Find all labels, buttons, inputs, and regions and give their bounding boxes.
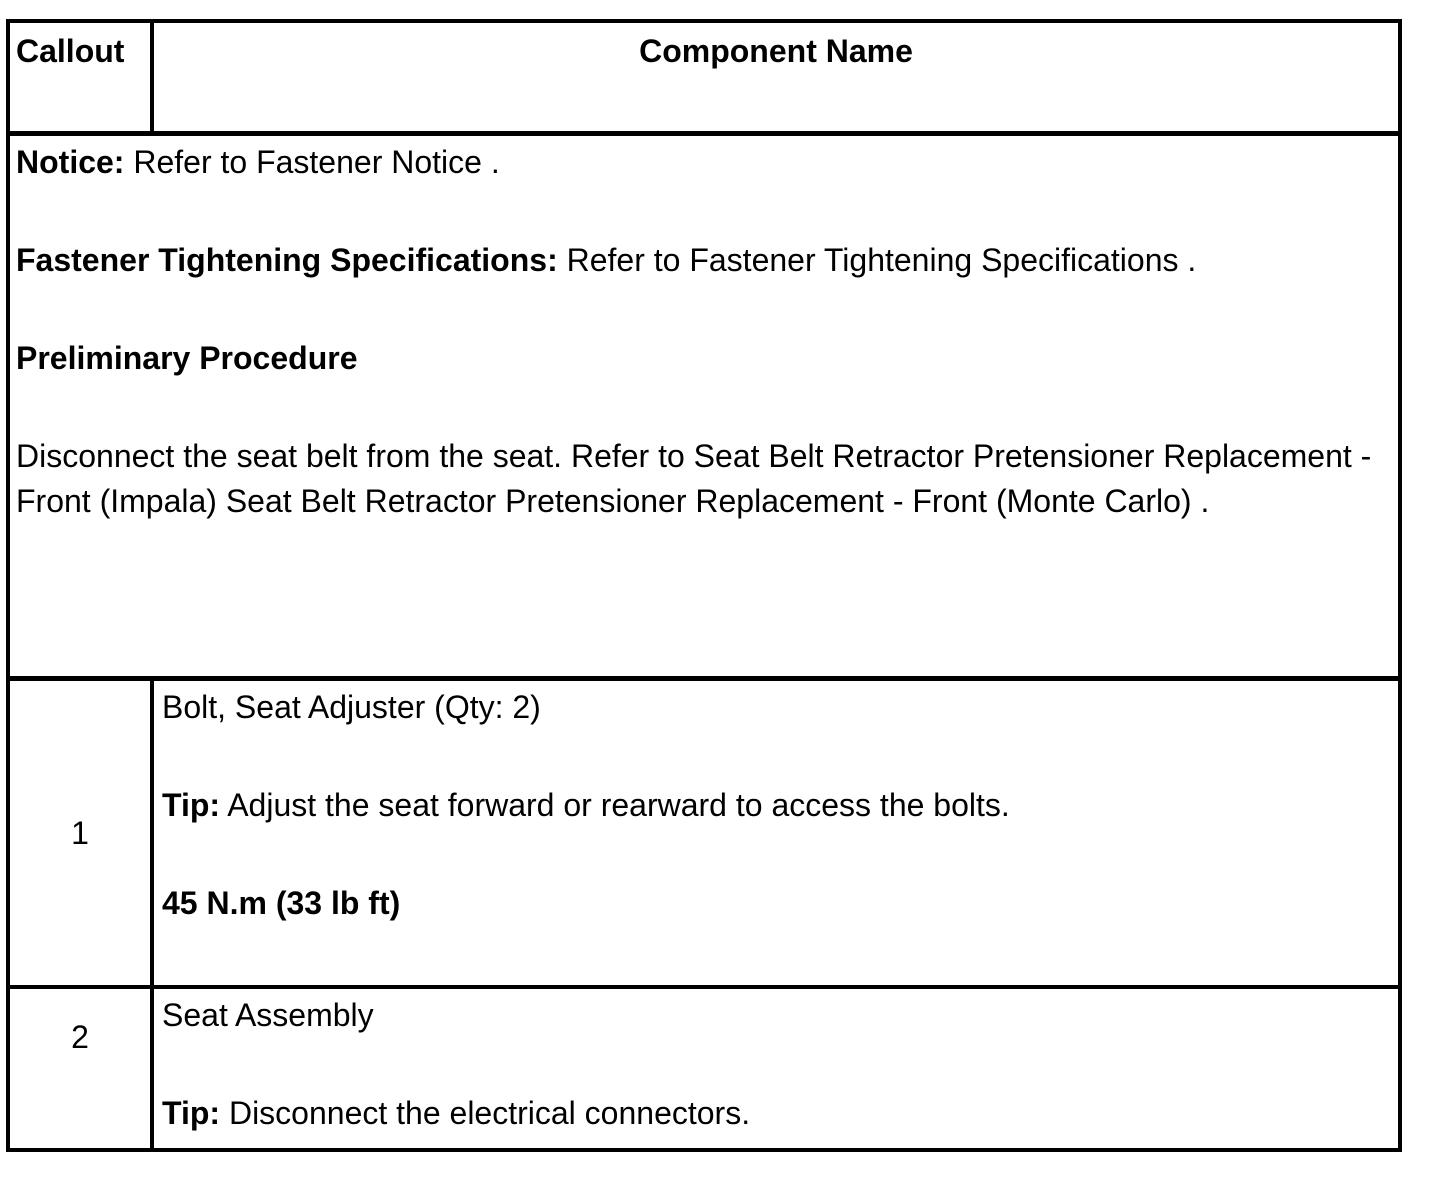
tip-paragraph (162, 783, 1388, 828)
component-table (6, 19, 1402, 1152)
tip-paragraph (162, 1091, 1388, 1136)
notice-block (10, 136, 1398, 681)
tip-text: Disconnect the electrical connectors. (220, 1095, 751, 1131)
fastener-spec-text: Refer to Fastener Tightening Specifications . (557, 242, 1197, 278)
fastener-spec-paragraph (16, 238, 1388, 283)
component-name: Seat Assembly (162, 997, 374, 1033)
component-name-column-header: Component Name (154, 23, 1398, 136)
notice-text: Refer to Fastener Notice . (124, 144, 500, 180)
preliminary-procedure-heading: Preliminary Procedure (16, 340, 358, 376)
component-description (154, 681, 1398, 989)
callout-number: 1 (10, 681, 154, 989)
notice-label: Notice: (16, 144, 125, 180)
tip-label: Tip: (162, 787, 221, 823)
fastener-spec-label: Fastener Tightening Specifications: (16, 242, 558, 278)
component-description (154, 989, 1398, 1148)
notice-paragraph (16, 140, 1388, 185)
component-name: Bolt, Seat Adjuster (Qty: 2) (162, 689, 541, 725)
callout-column-header: Callout (10, 23, 154, 136)
tip-label: Tip: (162, 1095, 221, 1131)
preliminary-procedure-text: Disconnect the seat belt from the seat. Refer to Seat Belt Retractor Pretensioner Replacement - Front (Impala) Seat Belt Retractor Pretensioner Replacement - Front (Monte Carlo) . (16, 438, 1372, 519)
callout-number: 2 (10, 989, 154, 1148)
tip-text: Adjust the seat forward or rearward to access the bolts. (220, 787, 1010, 823)
torque-spec: 45 N.m (33 lb ft) (162, 885, 401, 921)
